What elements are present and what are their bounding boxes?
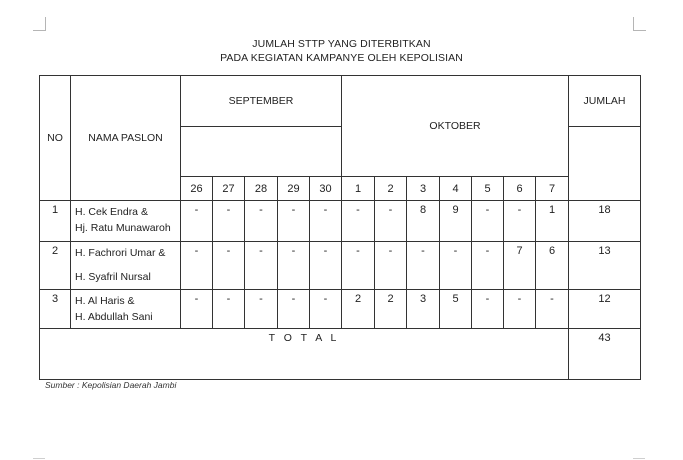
paslon-name	[71, 290, 181, 329]
row-no: 2	[40, 242, 71, 290]
value-cell: 5	[440, 290, 472, 329]
row-no: 1	[40, 201, 71, 242]
day-cell: 6	[504, 177, 536, 201]
header-september: SEPTEMBER	[181, 76, 342, 127]
value-cell: -	[278, 242, 310, 290]
value-cell: -	[245, 201, 278, 242]
value-cell: -	[504, 201, 536, 242]
table-row	[40, 201, 641, 242]
paslon-name-line-1: H. Fachrori Umar &	[75, 247, 166, 259]
row-no: 3	[40, 290, 71, 329]
header-jumlah: JUMLAH	[569, 76, 641, 127]
value-cell: -	[213, 201, 245, 242]
value-cell: -	[472, 242, 504, 290]
value-cell: -	[181, 290, 213, 329]
title-line-2: PADA KEGIATAN KAMPANYE OLEH KEPOLISIAN	[220, 52, 463, 64]
value-cell: 1	[536, 201, 569, 242]
header-oktober: OKTOBER	[342, 76, 569, 177]
day-cell: 2	[375, 177, 407, 201]
paslon-name-line-2: H. Syafril Nursal	[75, 271, 151, 283]
value-cell: -	[342, 242, 375, 290]
paslon-name	[71, 242, 181, 290]
paslon-name-line-2: Hj. Ratu Munawaroh	[75, 222, 171, 234]
table-row	[40, 242, 641, 290]
day-cell: 30	[310, 177, 342, 201]
day-cell: 26	[181, 177, 213, 201]
day-cell: 1	[342, 177, 375, 201]
day-cell: 3	[407, 177, 440, 201]
value-cell: -	[472, 201, 504, 242]
crop-mark-top-left	[33, 17, 46, 31]
value-cell: -	[213, 290, 245, 329]
value-cell: -	[213, 242, 245, 290]
value-cell: -	[181, 242, 213, 290]
paslon-name-line-1: H. Al Haris &	[75, 295, 135, 307]
value-cell: -	[504, 290, 536, 329]
value-cell: -	[375, 201, 407, 242]
day-cell: 27	[213, 177, 245, 201]
table-row	[40, 290, 641, 329]
header-nama-paslon: NAMA PASLON	[71, 76, 181, 201]
value-cell: -	[181, 201, 213, 242]
value-cell: 3	[407, 290, 440, 329]
jumlah-cell: 13	[569, 242, 641, 290]
total-value: 43	[569, 329, 641, 380]
day-cell: 4	[440, 177, 472, 201]
value-cell: 2	[342, 290, 375, 329]
day-cell: 29	[278, 177, 310, 201]
total-row	[40, 329, 641, 380]
header-no: NO	[40, 76, 71, 201]
jumlah-spacer	[569, 127, 641, 201]
value-cell: 9	[440, 201, 472, 242]
value-cell: -	[342, 201, 375, 242]
crop-mark-top-right	[633, 17, 646, 31]
value-cell: -	[278, 290, 310, 329]
value-cell: 8	[407, 201, 440, 242]
day-cell: 28	[245, 177, 278, 201]
sttp-table	[39, 75, 641, 380]
day-cell: 7	[536, 177, 569, 201]
value-cell: -	[375, 242, 407, 290]
paslon-name	[71, 201, 181, 242]
value-cell: -	[472, 290, 504, 329]
value-cell: -	[310, 290, 342, 329]
paslon-name-line-1: H. Cek Endra &	[75, 206, 148, 218]
crop-mark-bottom-right	[633, 458, 645, 459]
value-cell: -	[440, 242, 472, 290]
jumlah-cell: 12	[569, 290, 641, 329]
crop-mark-bottom-left	[33, 458, 45, 459]
value-cell: -	[245, 290, 278, 329]
title-line-1: JUMLAH STTP YANG DITERBITKAN	[252, 38, 431, 50]
value-cell: -	[310, 242, 342, 290]
value-cell: 2	[375, 290, 407, 329]
september-spacer	[181, 127, 342, 177]
value-cell: -	[278, 201, 310, 242]
source-note: Sumber : Kepolisian Daerah Jambi	[45, 380, 177, 390]
value-cell: -	[407, 242, 440, 290]
jumlah-cell: 18	[569, 201, 641, 242]
value-cell: -	[310, 201, 342, 242]
paslon-name-line-2: H. Abdullah Sani	[75, 311, 153, 323]
value-cell: 7	[504, 242, 536, 290]
total-label: T O T A L	[40, 329, 569, 380]
value-cell: -	[536, 290, 569, 329]
value-cell: 6	[536, 242, 569, 290]
day-cell: 5	[472, 177, 504, 201]
value-cell: -	[245, 242, 278, 290]
